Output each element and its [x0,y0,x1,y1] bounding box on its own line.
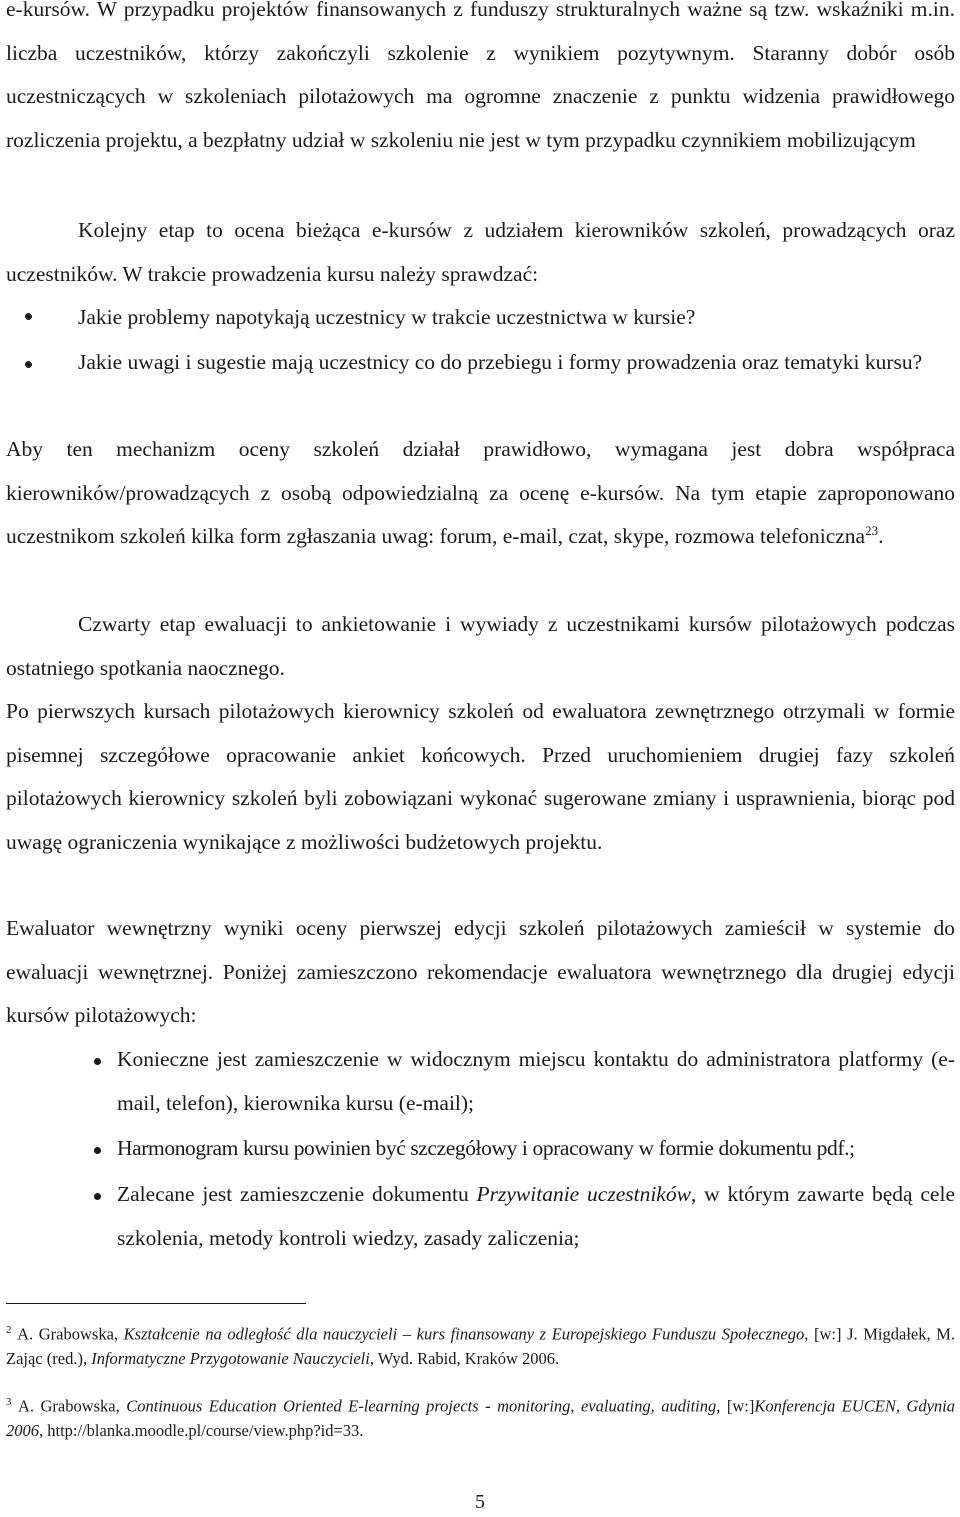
paragraph-fourth-stage: Czwarty etap ewaluacji to ankietowanie i wywiady z uczestnikami kursów pilotażowych podczas ostatniego spotkania naocznego. [6,612,955,680]
page-number: 5 [475,1491,485,1513]
bullet-icon [94,1193,101,1200]
rec3-document-title: Przywitanie uczestników [476,1182,691,1206]
footnote-end: , Wyd. Rabid, Kraków 2006. [369,1348,560,1368]
footnote-author: A. Grabowska, [17,1396,127,1416]
footnote-number: 3 [6,1396,12,1408]
footnote-mid: , [w:] J. Migdałek, M. Zając (red.), [6,1324,956,1368]
footnote-url: http://blanka.moodle.pl/course/view.php?id=33. [43,1420,364,1440]
footnote-2 [6,1318,955,1371]
list-item: Jakie uwagi i sugestie mają uczestnicy co do przebiegu i formy prowadzenia oraz tematyki kursu? [78,350,923,374]
footnote-ref: 23 [865,522,879,538]
footnote-author: A. Grabowska, [17,1324,124,1344]
footnote-3 [6,1390,955,1443]
paragraph-ongoing-evaluation: Kolejny etap to ocena bieżąca e-kursów z udziałem kierowników szkoleń, prowadzących oraz uczestników. W trakcie prowadzenia kursu należy sprawdzać: [6,218,955,286]
footnote-number: 2 [6,1324,12,1336]
rec3-text: Zalecane jest zamieszczenie dokumentu [117,1182,477,1206]
paragraph-participant-selection: e-kursów. W przypadku projektów finansowanych z funduszy strukturalnych ważne są tzw. wskaźniki m.in. liczba uczestników, którzy zakończyli szkolenie z wynikiem pozytywnym. Staranny dobór osób uczestniczących w szkoleniach pilotażowych ma ogromne znaczenie z punktu widzenia prawidłowego rozliczenia projektu, a bezpłatny udział w szkoleniu nie jest w tym przypadku czynnikiem mobilizującym [6,0,955,152]
list-item: Konieczne jest zamieszczenie w widocznym miejscu kontaktu do administratora platformy (e-mail, telefon), kierownika kursu (e-mail); [117,1047,955,1115]
paragraph-cooperation-text: Aby ten mechanizm oceny szkoleń działał prawidłowo, wymagana jest dobra współpraca kierowników/prowadzących z osobą odpowiedzialną za ocenę e-kursów. Na tym etapie zaproponowano uczestnikom szkoleń kilka form zgłaszania uwag: forum, e-mail, czat, skype, rozmowa telefoniczna [6,437,955,548]
footnote-title: Kształcenie na odległość dla nauczycieli – kurs finansowany z Europejskiego Funduszu Społecznego [123,1324,805,1344]
list-item [117,1173,955,1260]
footnote-title: Continuous Education Oriented E-learning projects - monitoring, evaluating, auditing, [126,1396,721,1416]
footnote-separator [6,1303,306,1304]
paragraph-cooperation [6,428,955,559]
footnote-in: [w:] [720,1396,755,1416]
paragraph-first-courses: Po pierwszych kursach pilotażowych kierownicy szkoleń od ewaluatora zewnętrznego otrzymali w formie pisemnej szczegółowe opracowanie ankiet końcowych. Przed uruchomieniem drugiej fazy szkoleń pilotażowych kierownicy szkoleń byli zobowiązani wykonać sugerowane zmiany i usprawnienia, biorąc pod uwagę ograniczenia wynikające z możliwości budżetowych projektu. [6,699,955,854]
list-item: Harmonogram kursu powinien być szczegółowy i opracowany w formie dokumentu pdf.; [117,1136,855,1160]
footnote-source: Konferencja EUCEN, Gdynia 2006, [6,1396,955,1440]
rec3-text-end: , w którym zawarte będą cele szkolenia, metody kontroli wiedzy, zasady zaliczenia; [117,1182,955,1250]
list-item: Jakie problemy napotykają uczestnicy w trakcie uczestnictwa w kursie? [78,305,696,329]
paragraph-end-mark: . [878,524,884,548]
bullet-icon [94,1147,101,1154]
bullet-icon [25,361,32,368]
bullet-icon [94,1058,101,1065]
footnote-source: Informatyczne Przygotowanie Nauczycieli [91,1348,370,1368]
bullet-icon [25,313,32,320]
paragraph-internal-evaluator: Ewaluator wewnętrzny wyniki oceny pierwszej edycji szkoleń pilotażowych zamieścił w systemie do ewaluacji wewnętrznej. Poniżej zamieszczono rekomendacje ewaluatora wewnętrznego dla drugiej edycji kursów pilotażowych: [6,916,955,1027]
